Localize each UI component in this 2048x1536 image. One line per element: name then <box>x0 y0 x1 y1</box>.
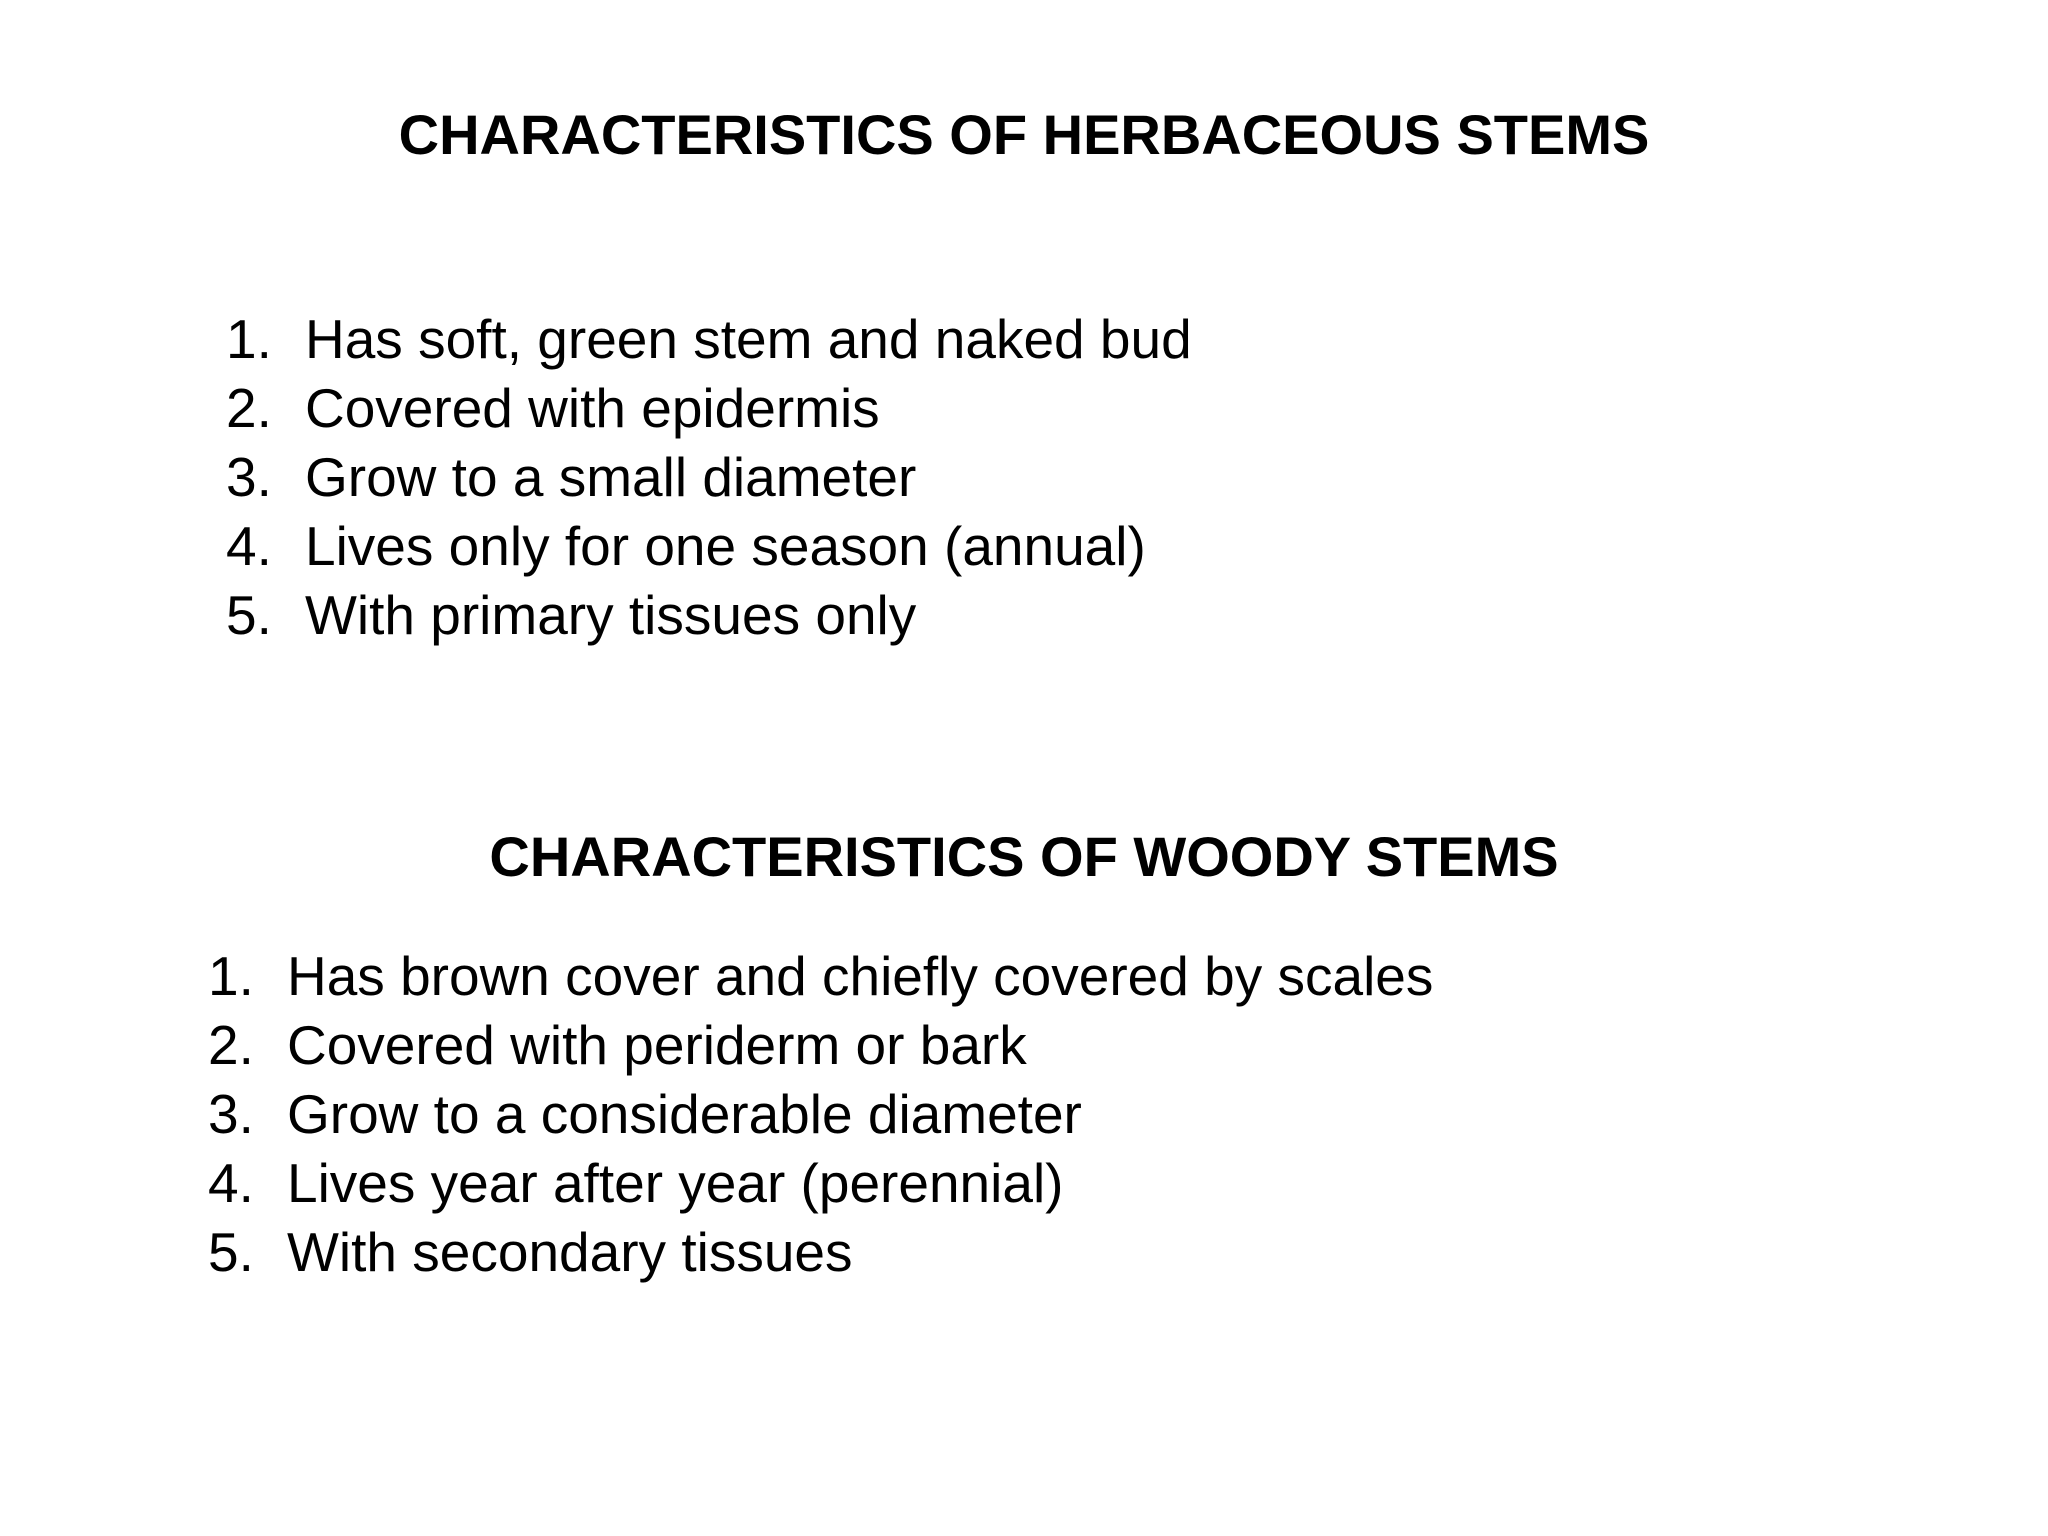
item-text: With secondary tissues <box>287 1221 853 1283</box>
item-number: 4. <box>208 1152 254 1214</box>
item-number: 1. <box>208 945 254 1007</box>
item-text: Covered with epidermis <box>305 377 880 439</box>
list-item <box>226 305 1192 374</box>
item-text: Covered with periderm or bark <box>287 1014 1027 1076</box>
item-number: 2. <box>226 377 272 439</box>
herbaceous-list <box>226 305 1192 650</box>
item-number: 3. <box>208 1083 254 1145</box>
item-text: With primary tissues only <box>305 584 917 646</box>
list-item <box>208 1011 1433 1080</box>
list-item <box>208 942 1433 1011</box>
list-item <box>208 1149 1433 1218</box>
list-item <box>226 443 1192 512</box>
item-text: Grow to a considerable diameter <box>287 1083 1082 1145</box>
item-number: 3. <box>226 446 272 508</box>
list-item <box>226 581 1192 650</box>
item-text: Lives year after year (perennial) <box>287 1152 1064 1214</box>
list-item <box>226 374 1192 443</box>
herbaceous-heading: CHARACTERISTICS OF HERBACEOUS STEMS <box>398 103 1650 166</box>
woody-heading: CHARACTERISTICS OF WOODY STEMS <box>489 825 1559 888</box>
item-number: 5. <box>226 584 272 646</box>
list-item <box>208 1218 1433 1287</box>
item-text: Has soft, green stem and naked bud <box>305 308 1192 370</box>
item-text: Grow to a small diameter <box>305 446 917 508</box>
item-number: 1. <box>226 308 272 370</box>
list-item <box>226 512 1192 581</box>
item-number: 2. <box>208 1014 254 1076</box>
woody-list <box>208 942 1433 1287</box>
list-item <box>208 1080 1433 1149</box>
item-number: 4. <box>226 515 272 577</box>
item-text: Has brown cover and chiefly covered by scales <box>287 945 1434 1007</box>
item-text: Lives only for one season (annual) <box>305 515 1146 577</box>
item-number: 5. <box>208 1221 254 1283</box>
